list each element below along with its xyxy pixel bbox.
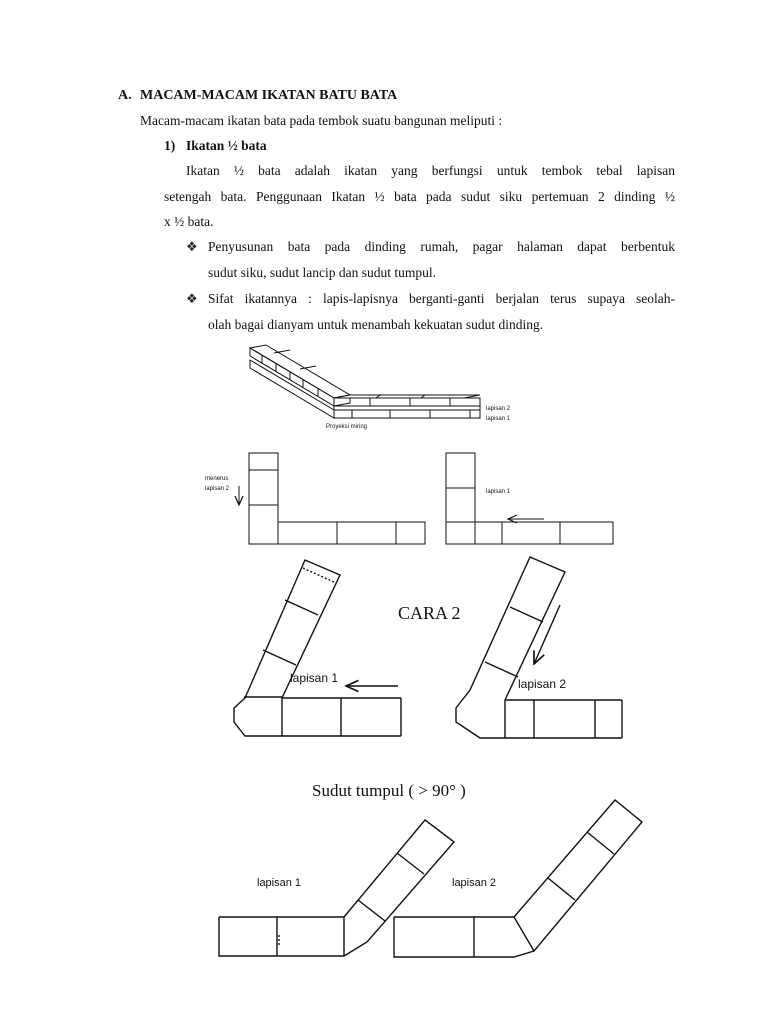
bullet-2-line-2: olah bagai dianyam untuk menambah kekuatan sudut dinding. (208, 317, 544, 332)
paragraph-line-3: x ½ bata. (164, 214, 214, 229)
bullet-symbol-2: ❖ (186, 291, 198, 306)
lancip-right-label: lapisan 2 (518, 677, 567, 691)
lancip-left-label: lapisan 1 (290, 671, 339, 685)
tumpul-left-plan (219, 820, 454, 956)
oblique-label-layer-2: lapisan 2 (486, 406, 511, 412)
subsection-title: Ikatan ½ bata (186, 138, 267, 153)
siku-right-plan (446, 453, 613, 544)
paragraph-line-1: Ikatan ½ bata adalah ikatan yang berfungsi untuk tembok tebal lapisan (186, 163, 675, 178)
bullet-1-line-1: Penyusunan bata pada dinding rumah, pagar halaman dapat berbentuk (208, 239, 675, 254)
oblique-projection-figure (250, 345, 480, 418)
section-title: MACAM-MACAM IKATAN BATU BATA (140, 88, 398, 103)
lancip-right-plan (456, 557, 622, 738)
bullet-symbol-1: ❖ (186, 239, 198, 254)
lancip-heading: CARA 2 (398, 603, 461, 623)
oblique-caption: Proyeksi miring (326, 424, 368, 430)
tumpul-right-label: lapisan 2 (452, 877, 497, 889)
siku-left-plan (239, 453, 425, 544)
tumpul-right-plan (394, 800, 642, 957)
section-intro: Macam-macam ikatan bata pada tembok suatu bangunan meliputi : (140, 113, 503, 128)
tumpul-left-label: lapisan 1 (257, 877, 302, 889)
section-letter: A. (118, 88, 132, 103)
subsection-number: 1) (164, 138, 176, 153)
bullet-1-line-2: sudut siku, sudut lancip dan sudut tumpul. (208, 265, 436, 280)
oblique-label-layer-1: lapisan 1 (486, 416, 511, 422)
siku-right-label: lapisan 1 (486, 489, 511, 495)
lancip-left-plan (234, 560, 401, 736)
bullet-2-line-1: Sifat ikatannya : lapis-lapisnya berganti-ganti berjalan terus supaya seolah- (208, 291, 675, 306)
tumpul-heading: Sudut tumpul ( > 90° ) (312, 781, 466, 800)
siku-left-label-2: lapisan 2 (205, 486, 230, 492)
siku-left-label-1: menerus (205, 476, 229, 482)
paragraph-line-2: setengah bata. Penggunaan Ikatan ½ bata pada sudut siku pertemuan 2 dinding ½ (164, 189, 675, 204)
